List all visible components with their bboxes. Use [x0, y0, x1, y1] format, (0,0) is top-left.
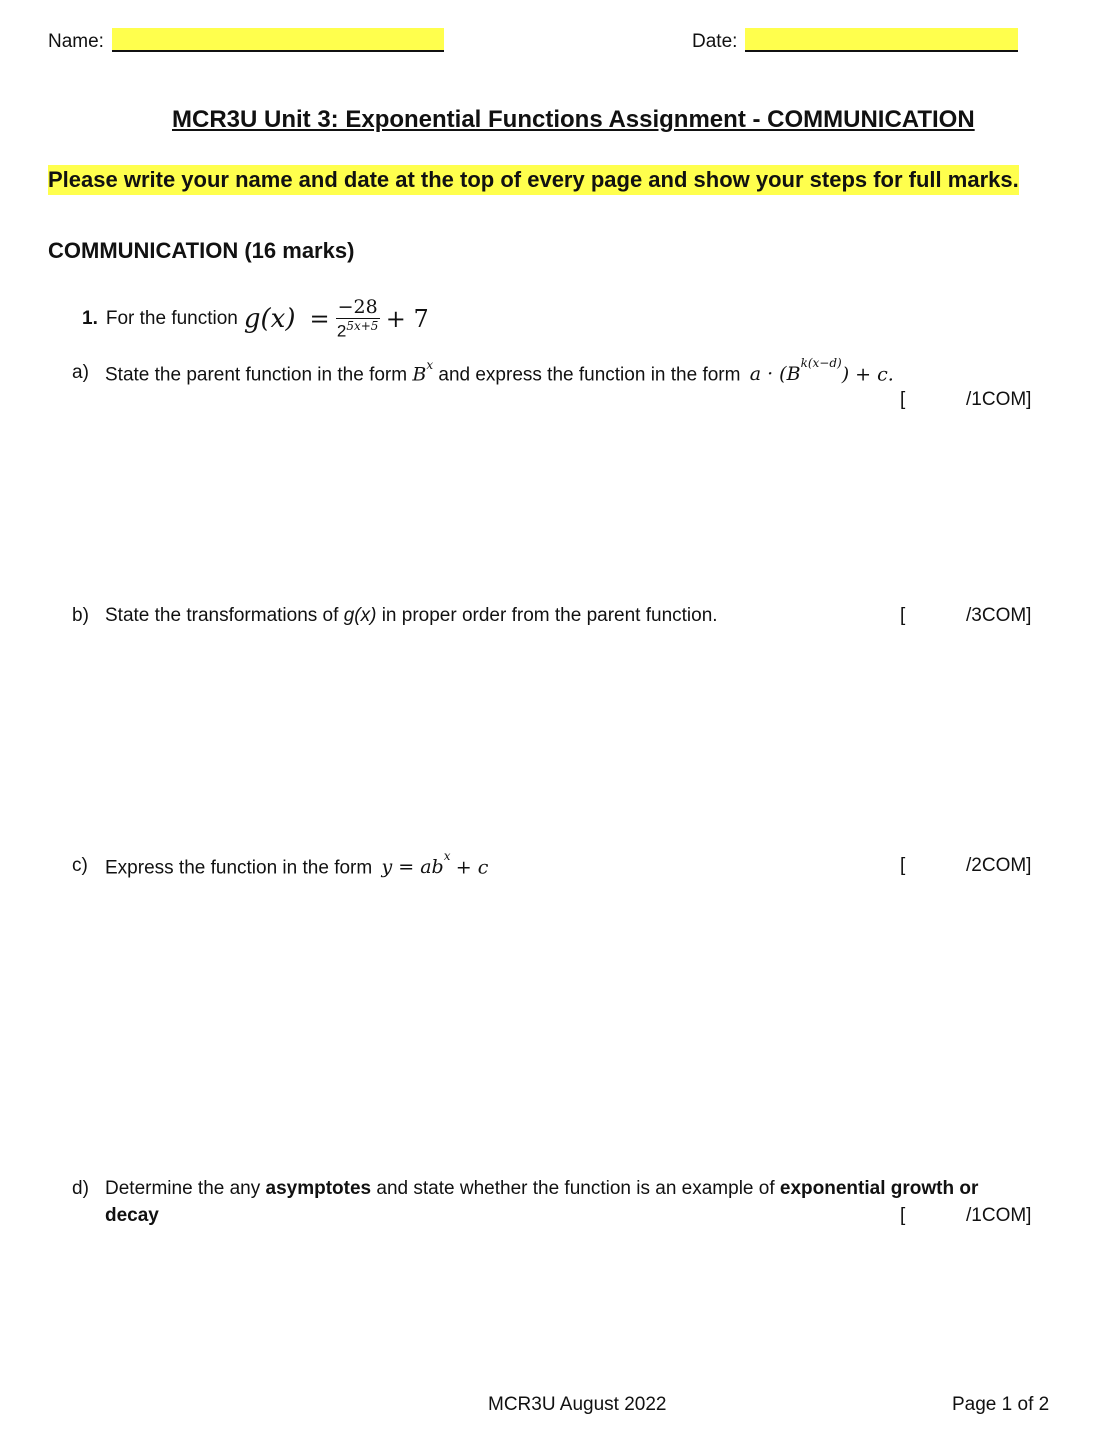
part-a-marks: /1COM]: [966, 389, 1032, 410]
equals-sign: =: [309, 304, 330, 333]
part-c-bracket: [: [900, 855, 906, 876]
fraction-numerator: −28: [337, 296, 378, 318]
fraction-denominator: [336, 319, 380, 342]
page-title: MCR3U Unit 3: Exponential Functions Assignment - COMMUNICATION: [172, 106, 975, 133]
part-c-text: [105, 849, 489, 879]
part-a-text1: State the parent function in the form: [105, 364, 408, 386]
fraction: [336, 296, 380, 342]
question-intro: For the function: [105, 307, 238, 329]
part-d-text1: Determine the any: [105, 1178, 261, 1199]
page-number: Page 1 of 2: [952, 1394, 1050, 1415]
date-field[interactable]: [745, 28, 1018, 52]
part-b-text: [105, 605, 718, 627]
part-d-text2: and state whether the function is an example of: [376, 1178, 775, 1199]
part-c-form-y: y = ab: [381, 856, 444, 879]
part-d-marks: /1COM]: [966, 1205, 1032, 1226]
part-a-form-exp: k(x−d): [800, 356, 842, 370]
part-c-form-exp: x: [443, 849, 451, 863]
part-d-bold1: asymptotes: [265, 1178, 372, 1199]
part-a-B: B: [412, 363, 427, 386]
part-d-label: d): [72, 1178, 89, 1199]
instruction-banner: Please write your name and date at the top of every page and show your steps for full marks.: [48, 165, 1019, 195]
question-1: [82, 296, 429, 342]
part-a-x: x: [426, 358, 434, 372]
function-name: g(x): [243, 303, 296, 334]
part-a-bracket: [: [900, 389, 906, 410]
part-d-bold3: decay: [105, 1205, 159, 1226]
part-b-marks: /3COM]: [966, 605, 1032, 626]
denominator-base: 2: [336, 321, 347, 341]
part-d-bracket: [: [900, 1205, 906, 1226]
part-d-bold2: exponential growth or: [779, 1178, 979, 1199]
question-number: 1.: [82, 307, 98, 329]
part-c-marks: /2COM]: [966, 855, 1032, 876]
part-a-text2: and express the function in the form: [438, 364, 741, 386]
denominator-exponent: 5x+5: [346, 319, 379, 333]
section-heading: COMMUNICATION (16 marks): [48, 238, 355, 263]
part-a-label: a): [72, 362, 89, 383]
part-c-label: c): [72, 855, 88, 876]
part-d-text: [105, 1178, 978, 1200]
part-b-bracket: [: [900, 605, 906, 626]
part-b-gx: g(x): [343, 605, 377, 626]
footer-center: MCR3U August 2022: [488, 1394, 667, 1415]
part-b-text2: in proper order from the parent function.: [381, 605, 718, 626]
part-c-form-end: + c: [455, 856, 489, 879]
date-label: Date:: [692, 31, 738, 52]
part-a-form-a: a · (B: [749, 363, 801, 386]
plus-constant: + 7: [385, 304, 429, 333]
part-a-form-end: ) + c.: [841, 363, 894, 386]
part-b-text1: State the transformations of: [105, 605, 339, 626]
name-label: Name:: [48, 31, 104, 52]
part-b-label: b): [72, 605, 89, 626]
part-c-text1: Express the function in the form: [105, 857, 373, 879]
name-field[interactable]: [112, 28, 444, 52]
part-a-text: [105, 356, 894, 386]
